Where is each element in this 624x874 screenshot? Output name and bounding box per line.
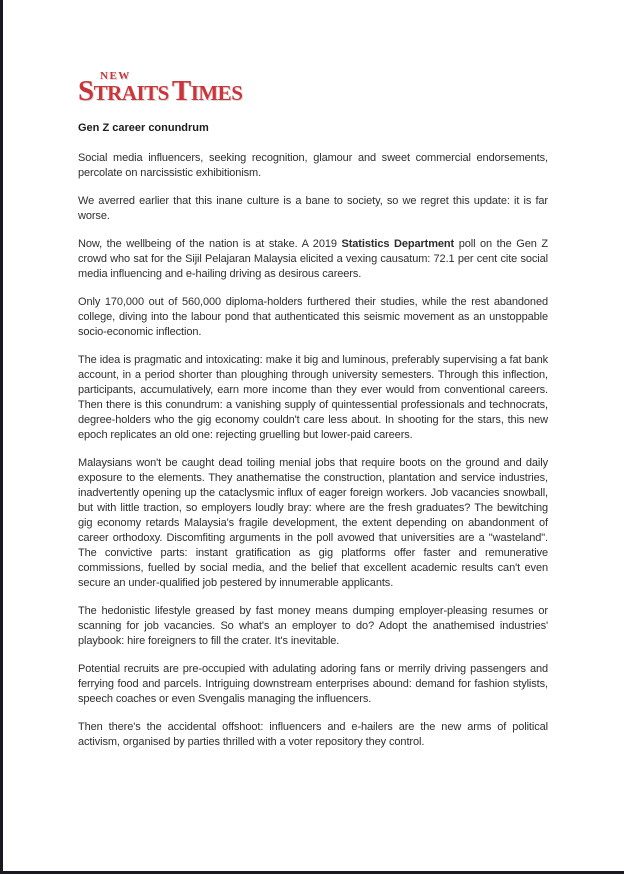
logo-straits-rest: TRAITS — [93, 81, 169, 105]
paragraph-3 — [78, 237, 548, 282]
paragraph-8 — [78, 662, 548, 707]
logo-times-rest: IMES — [190, 81, 243, 105]
logo-times-initial: T — [171, 75, 191, 107]
article-headline: Gen Z career conundrum — [78, 122, 209, 134]
article-body — [78, 151, 548, 750]
paragraph-4-text: Only 170,000 out of 560,000 diploma-holders furthered their studies, while the rest abandoned college, diving into the labour pond that authenticated this seismic movement as an unstoppable socio-economic inflection. — [78, 296, 548, 338]
paragraph-2-text: We averred earlier that this inane culture is a bane to society, so we regret this update: it is far worse. — [78, 195, 548, 222]
paragraph-3-text-before: Now, the wellbeing of the nation is at stake. A 2019 — [78, 238, 342, 250]
paragraph-3-bold-statistics-department: Statistics Department — [341, 238, 455, 250]
paragraph-3-text-after: poll on the Gen Z crowd who sat for the Sijil Pelajaran Malaysia elicited a vexing causatum: 72.1 per cent cite social media influencing and e-hailing driving as desirous careers. — [78, 238, 548, 280]
paragraph-8-text: Potential recruits are pre-occupied with adulating adoring fans or merrily driving passengers and ferrying food and parcels. Intriguing downstream enterprises abound: demand for fashion stylists, speech coaches or even Svengalis managing the influencers. — [78, 663, 548, 705]
paragraph-9 — [78, 720, 548, 750]
paragraph-1 — [78, 151, 548, 181]
paragraph-6-text: Malaysians won't be caught dead toiling menial jobs that require boots on the ground and daily exposure to the elements. They anathematise the construction, plantation and service industries, inadvertently opening up the cataclysmic influx of eager foreign workers. Job vacancies snowball, but with little traction, so employers loudly bray: where are the fresh graduates? The bewitching gig economy retards Malaysia's fragile development, the extent depending on abandonment of career orthodoxy. Discomfiting arguments in the poll avowed that universities are a "wasteland". The convictive parts: instant gratification as gig platforms offer faster and remunerative commissions, fuelled by social media, and the belief that excellent academic results can't even secure an under-qualified job pestered by innumerable applicants. — [78, 457, 548, 589]
paragraph-2 — [78, 194, 548, 224]
logo-brand-text — [78, 77, 242, 106]
page-left-edge — [0, 0, 3, 874]
paragraph-1-text: Social media influencers, seeking recognition, glamour and sweet commercial endorsements, percolate on narcissistic exhibitionism. — [78, 152, 548, 179]
paragraph-9-text: Then there's the accidental offshoot: influencers and e-hailers are the new arms of political activism, organised by parties thrilled with a voter repository they control. — [78, 721, 548, 748]
paragraph-5-text: The idea is pragmatic and intoxicating: make it big and luminous, preferably supervising a fat bank account, in a period shorter than ploughing through university semesters. Through this inflection, participants, accumulatively, earn more income than they ever would from conventional careers. Then there is this conundrum: a vanishing supply of quintessential professionals and technocrats, degree-holders who the gig economy couldn't care less about. In shooting for the stars, this new epoch replicates an old one: rejecting gruelling but lower-paid careers. — [78, 354, 548, 441]
logo-straits-initial: S — [78, 75, 94, 107]
article-content — [78, 70, 548, 763]
logo-new-text: NEW — [100, 70, 131, 82]
paragraph-4 — [78, 295, 548, 340]
paragraph-5 — [78, 353, 548, 443]
new-straits-times-logo — [78, 70, 548, 110]
paragraph-6 — [78, 456, 548, 591]
paragraph-7-text: The hedonistic lifestyle greased by fast money means dumping employer-pleasing resumes or scanning for job vacancies. So what's an employer to do? Adopt the anathemised industries' playbook: hire foreigners to fill the crater. It's inevitable. — [78, 605, 548, 647]
paragraph-7 — [78, 604, 548, 649]
